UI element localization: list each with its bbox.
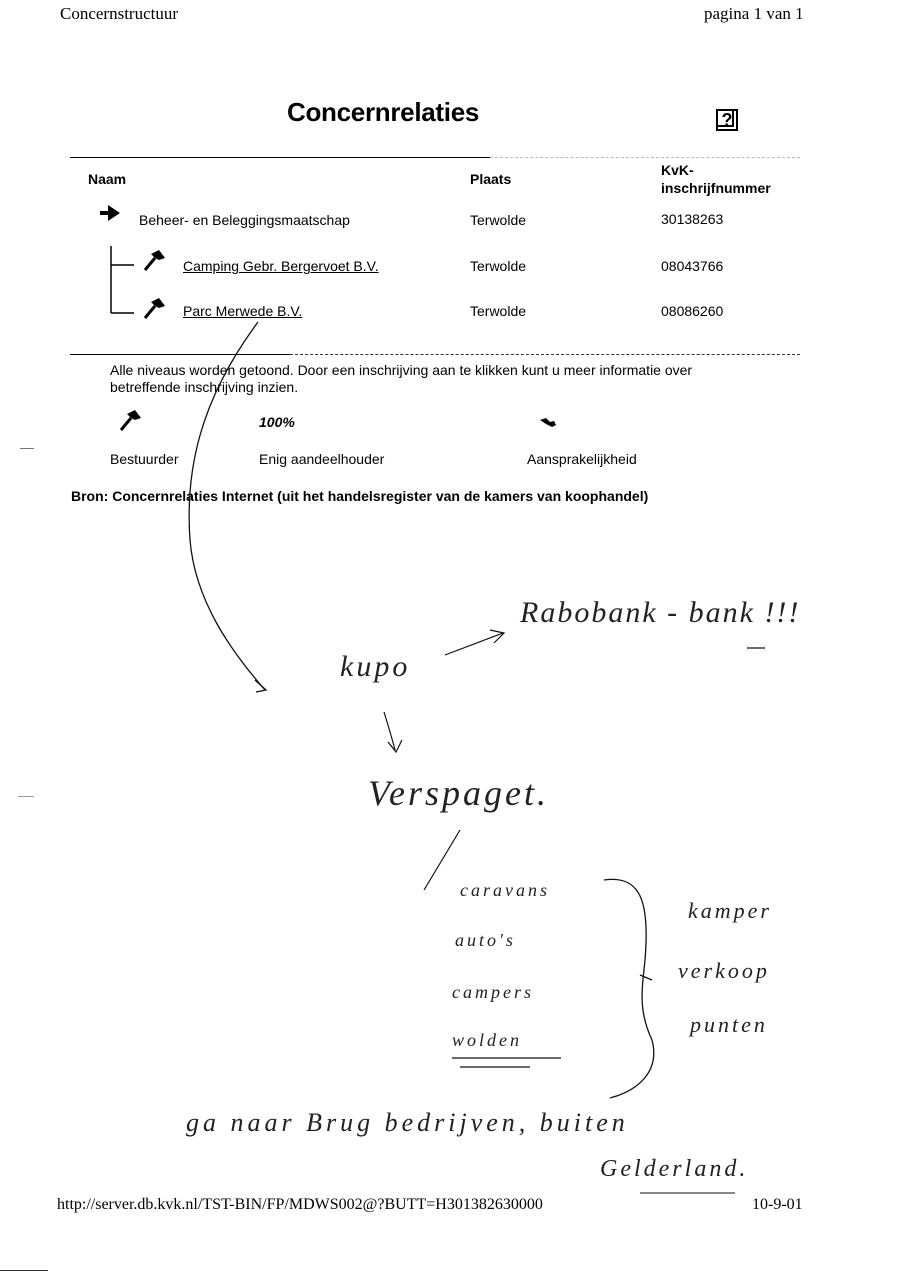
handwritten-rabobank: Rabobank - bank !!! [520,596,801,629]
note-line-1: Alle niveaus worden getoond. Door een inschrijving aan te klikken kunt u meer informatie over [110,362,693,378]
legend-bestuurder: Bestuurder [110,451,179,467]
handwritten-bottom-line-2: Gelderland. [600,1156,749,1182]
handwritten-list-item-4: wolden [452,1030,522,1050]
legend-enig-aandeelhouder: Enig aandeelhouder [259,451,385,467]
table-row-1-naam: Beheer- en Beleggingsmaatschap [139,212,350,228]
table-bottom-rule-dotted [290,354,800,355]
source-line: Bron: Concernrelaties Internet (uit het handelsregister van de kamers van koophandel) [71,488,649,504]
arrow-right-icon [100,205,120,221]
handwritten-list-item-2: auto's [455,930,516,950]
hammer-icon [121,410,141,430]
table-row-2-naam-link[interactable]: Camping Gebr. Bergervoet B.V. [183,258,379,274]
table-row-3-plaats: Terwolde [470,303,527,319]
column-header-naam: Naam [88,171,127,187]
handwritten-verspaget: Verspaget. [368,773,549,813]
handwritten-right-1: kamper [688,898,772,923]
handwritten-list-item-1: caravans [460,880,550,900]
column-header-kvk-line1: KvK- [661,162,694,178]
handwritten-right-2: verkoop [678,958,770,983]
page-title: Concernrelaties [287,97,480,127]
handwritten-kopie: kupo [340,650,411,683]
table-row-2-kvk: 08043766 [661,258,724,274]
help-icon: ? [721,110,733,130]
liability-icon [540,418,556,427]
print-footer-url: http://server.db.kvk.nl/TST-BIN/FP/MDWS002@?BUTT=H301382630000 [57,1196,543,1213]
scan-mark [0,1270,48,1271]
scan-mark [18,796,34,797]
hammer-icon [145,298,165,318]
legend-aansprakelijkheid: Aansprakelijkheid [527,451,637,467]
print-footer-date: 10-9-01 [752,1196,803,1213]
column-header-kvk-line2: inschrijfnummer [661,180,771,196]
print-header-page: pagina 1 van 1 [704,4,804,23]
hammer-icon [145,250,165,270]
scan-mark [20,448,34,449]
table-row-3-kvk: 08086260 [661,303,724,319]
handwritten-bottom-line: ga naar Brug bedrijven, buiten [186,1108,629,1137]
tree-connector [111,246,134,313]
handwritten-list-item-3: campers [452,982,534,1002]
note-line-2: betreffende inschrijving inzien. [110,379,299,395]
table-row-1-plaats: Terwolde [470,212,527,228]
table-top-rule [70,157,490,158]
table-row-1-kvk: 30138263 [661,211,724,227]
print-header-title: Concernstructuur [60,4,179,23]
legend-percent: 100% [259,414,295,430]
handwritten-right-3: punten [690,1012,768,1037]
help-button[interactable] [716,109,738,131]
table-row-3-naam-link[interactable]: Parc Merwede B.V. [183,303,303,319]
column-header-plaats: Plaats [470,171,512,187]
table-row-2-plaats: Terwolde [470,258,527,274]
table-top-rule-dotted [490,157,800,158]
table-bottom-rule [70,354,290,355]
